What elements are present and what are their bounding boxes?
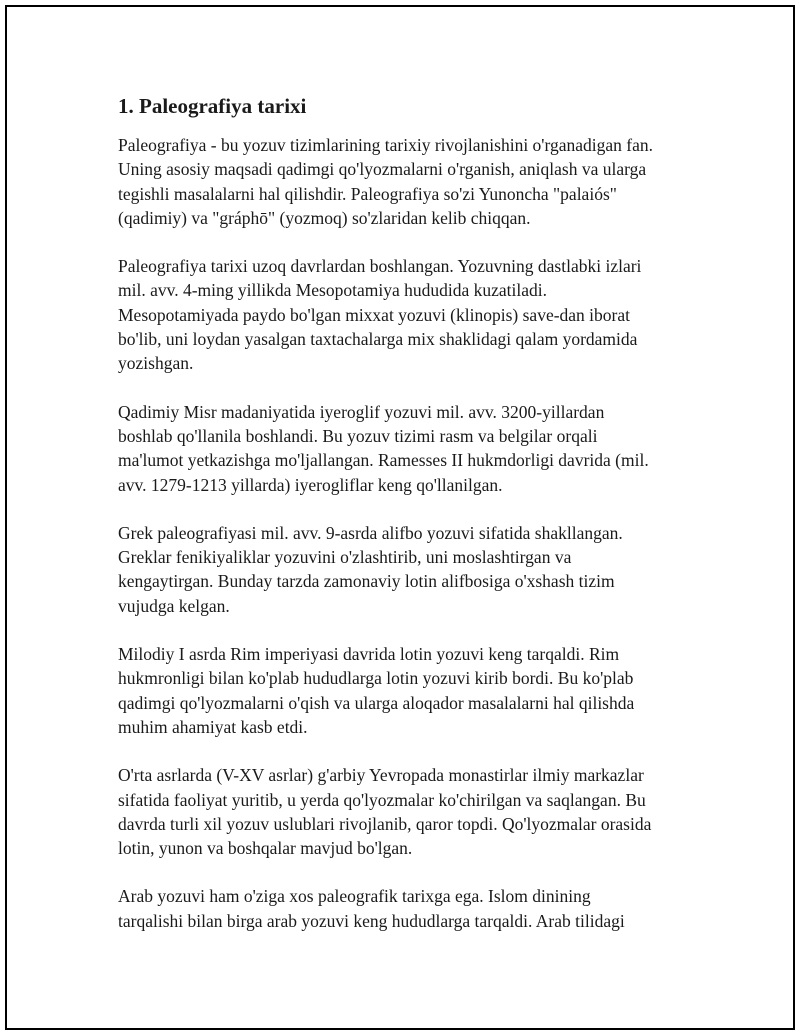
paragraph-line: Grek paleografiyasi mil. avv. 9-asrda alifbo yozuvi sifatida shakllangan. [118,522,623,543]
paragraph-line: qadimgi qo'lyozmalarni o'qish va ularga aloqador masalalarni hal qilishda [118,692,635,713]
paragraph-line: (qadimiy) va "gráphō" (yozmoq) so'zlaridan kelib chiqqan. [118,207,531,228]
paragraph-line: Uning asosiy maqsadi qadimgi qo'lyozmalarni o'rganish, aniqlash va ularga [118,159,647,180]
paragraph-line: sifatida faoliyat yuritib, u yerda qo'lyozmalar ko'chirilgan va saqlangan. Bu [118,789,646,810]
paragraph [118,763,698,860]
paragraph-line: kengaytirgan. Bunday tarzda zamonaviy lotin alifbosiga o'xshash tizim [118,571,615,592]
paragraph-line: Greklar fenikiyaliklar yozuvini o'zlashtirib, uni moslashtirgan va [118,547,572,568]
paragraph-line: davrda turli xil yozuv uslublari rivojlanib, qaror topdi. Qo'lyozmalar orasida [118,813,652,834]
paragraph-line: lotin, yunon va boshqalar mavjud bo'lgan. [118,838,413,859]
paragraph-line: yozishgan. [118,353,194,374]
paragraph [118,400,698,497]
paragraph-line: Qadimiy Misr madaniyatida iyeroglif yozuvi mil. avv. 3200-yillardan [118,401,605,422]
paragraph-line: tegishli masalalarni hal qilishdir. Paleografiya so'zi Yunoncha "palaiós" [118,183,617,204]
paragraph [118,133,698,230]
paragraph-line: ma'lumot yetkazishga mo'ljallangan. Ramesses II hukmdorligi davrida (mil. [118,450,649,471]
paragraph-line: Milodiy I asrda Rim imperiyasi davrida lotin yozuvi keng tarqaldi. Rim [118,644,620,665]
paragraph-line: Arab yozuvi ham o'ziga xos paleografik tarixga ega. Islom dinining [118,886,591,907]
paragraph [118,642,698,739]
paragraph-list [118,133,698,933]
paragraph [118,254,698,375]
paragraph-line: Paleografiya - bu yozuv tizimlarining tarixiy rivojlanishini o'rganadigan fan. [118,135,653,155]
section-heading: 1. Paleografiya tarixi [118,94,307,118]
paragraph-line: boshlab qo'llanila boshlandi. Bu yozuv tizimi rasm va belgilar orqali [118,425,598,446]
paragraph-line: bo'lib, uni loydan yasalgan taxtachalarga mix shaklidagi qalam yordamida [118,329,638,350]
paragraph-line: Paleografiya tarixi uzoq davrlardan boshlangan. Yozuvning dastlabki izlari [118,256,642,277]
paragraph-line: mil. avv. 4-ming yillikda Mesopotamiya hududida kuzatiladi. [118,280,547,301]
paragraph-line: tarqalishi bilan birga arab yozuvi keng hududlarga tarqaldi. Arab tilidagi [118,910,625,931]
paragraph-line: muhim ahamiyat kasb etdi. [118,716,308,737]
paragraph-line: vujudga kelgan. [118,595,230,616]
paragraph-line: hukmronligi bilan ko'plab hududlarga lotin yozuvi kirib bordi. Bu ko'plab [118,668,634,689]
document-body [118,92,698,957]
paragraph [118,521,698,618]
paragraph-line: Mesopotamiyada paydo bo'lgan mixxat yozuvi (klinopis) save-dan iborat [118,304,630,325]
paragraph-line: O'rta asrlarda (V-XV asrlar) g'arbiy Yevropada monastirlar ilmiy markazlar [118,765,644,786]
paragraph [118,884,698,933]
paragraph-line: avv. 1279-1213 yillarda) iyerogliflar keng qo'llanilgan. [118,474,503,495]
